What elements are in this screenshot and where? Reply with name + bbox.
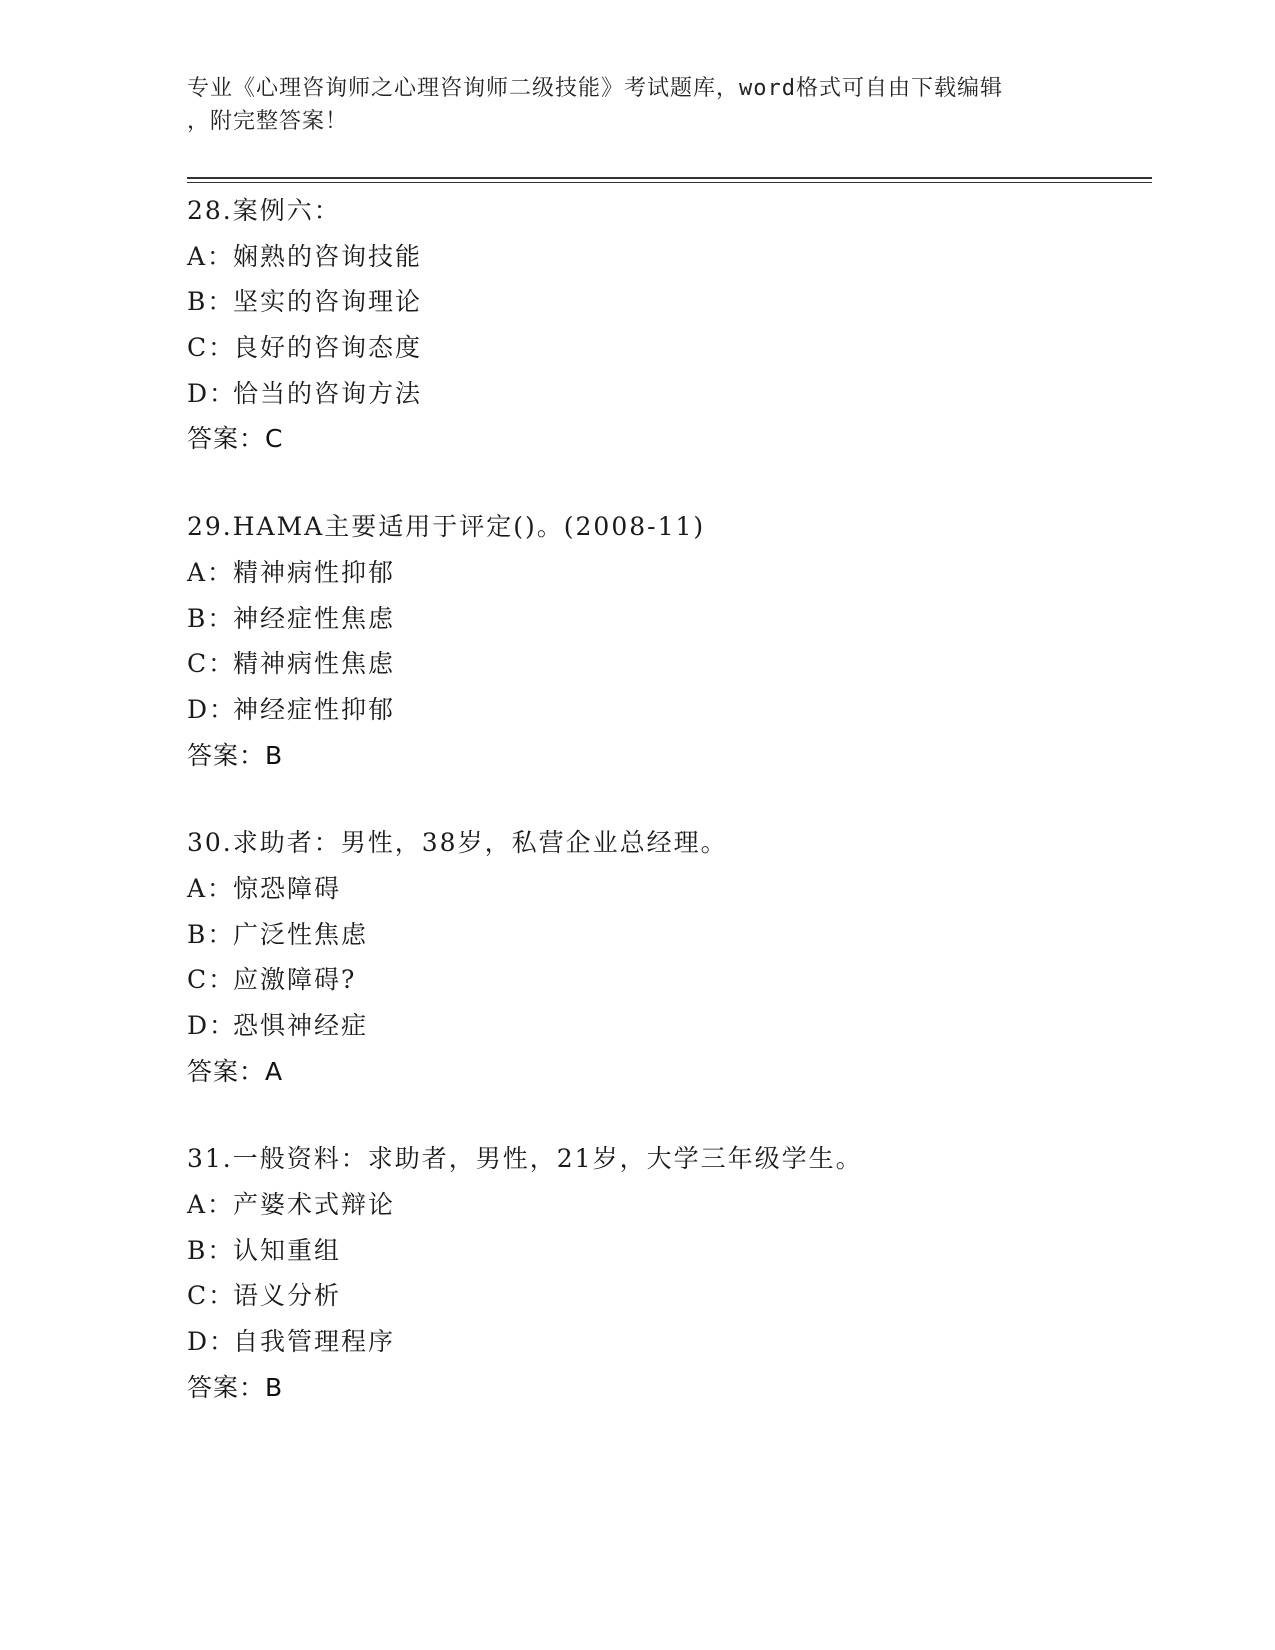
question-stem: 29.HAMA主要适用于评定()。(2008-11)	[187, 512, 706, 542]
option-b	[187, 279, 1147, 325]
option-text: 恰当的咨询方法	[233, 378, 423, 408]
option-b	[187, 912, 1147, 958]
option-text: 自我管理程序	[233, 1327, 396, 1357]
option-letter: C：	[187, 333, 236, 363]
option-text: 广泛性焦虑	[233, 919, 369, 949]
option-a	[187, 234, 1147, 280]
option-text: 坚实的咨询理论	[233, 287, 423, 317]
option-letter: B：	[187, 287, 235, 317]
option-c	[187, 1273, 1147, 1319]
option-c	[187, 957, 1147, 1003]
option-letter: C：	[187, 649, 236, 679]
option-text: 恐惧神经症	[233, 1011, 369, 1040]
option-d	[187, 1319, 1147, 1365]
question-stem: 31.一般资料：求助者，男性，21岁，大学三年级学生。	[187, 1144, 863, 1174]
option-text: 惊恐障碍	[233, 873, 342, 903]
option-letter: D：	[187, 694, 237, 724]
option-text: 良好的咨询态度	[233, 333, 423, 363]
option-letter: D：	[187, 1327, 237, 1357]
question-list	[187, 188, 1147, 1453]
option-text: 产婆术式辩论	[233, 1190, 396, 1220]
question-30	[187, 820, 1147, 1094]
answer-line: 答案：A	[187, 1056, 284, 1086]
option-d	[187, 1003, 1147, 1049]
option-text: 语义分析	[233, 1281, 342, 1311]
option-letter: C：	[187, 1281, 236, 1311]
option-a	[187, 866, 1147, 912]
option-letter: D：	[187, 1011, 237, 1040]
option-text: 认知重组	[233, 1235, 342, 1265]
option-a	[187, 550, 1147, 596]
option-letter: A：	[187, 241, 235, 271]
question-28	[187, 188, 1147, 462]
option-text: 娴熟的咨询技能	[233, 241, 423, 271]
option-c	[187, 325, 1147, 371]
option-letter: B：	[187, 919, 235, 949]
answer-line: 答案：B	[187, 740, 284, 770]
option-d	[187, 687, 1147, 733]
option-b	[187, 1228, 1147, 1274]
question-stem: 30.求助者：男性，38岁，私营企业总经理。	[187, 828, 728, 858]
option-text: 神经症性抑郁	[233, 694, 396, 724]
option-letter: B：	[187, 1235, 235, 1265]
question-29	[187, 504, 1147, 778]
header-line-2: ，附完整答案！	[187, 109, 349, 134]
option-letter: A：	[187, 1190, 235, 1220]
option-letter: C：	[187, 965, 236, 995]
option-letter: A：	[187, 873, 235, 903]
header-line-1: 专业《心理咨询师之心理咨询师二级技能》考试题库，word格式可自由下载编辑	[187, 76, 1003, 101]
header-divider-thin	[187, 182, 1152, 183]
option-letter: D：	[187, 378, 237, 408]
option-text: 神经症性焦虑	[233, 603, 396, 633]
question-stem: 28.案例六：	[187, 196, 341, 225]
document-header	[187, 72, 1087, 138]
option-text: 精神病性焦虑	[233, 649, 396, 679]
option-d	[187, 371, 1147, 417]
option-a	[187, 1182, 1147, 1228]
option-text: 应激障碍?	[233, 965, 357, 995]
question-31	[187, 1136, 1147, 1410]
option-letter: A：	[187, 557, 235, 587]
option-text: 精神病性抑郁	[233, 557, 396, 587]
option-c	[187, 641, 1147, 687]
option-b	[187, 596, 1147, 642]
option-letter: B：	[187, 603, 235, 633]
answer-line: 答案：B	[187, 1372, 284, 1402]
answer-line: 答案：C	[187, 424, 284, 454]
header-divider-thick	[187, 177, 1152, 179]
